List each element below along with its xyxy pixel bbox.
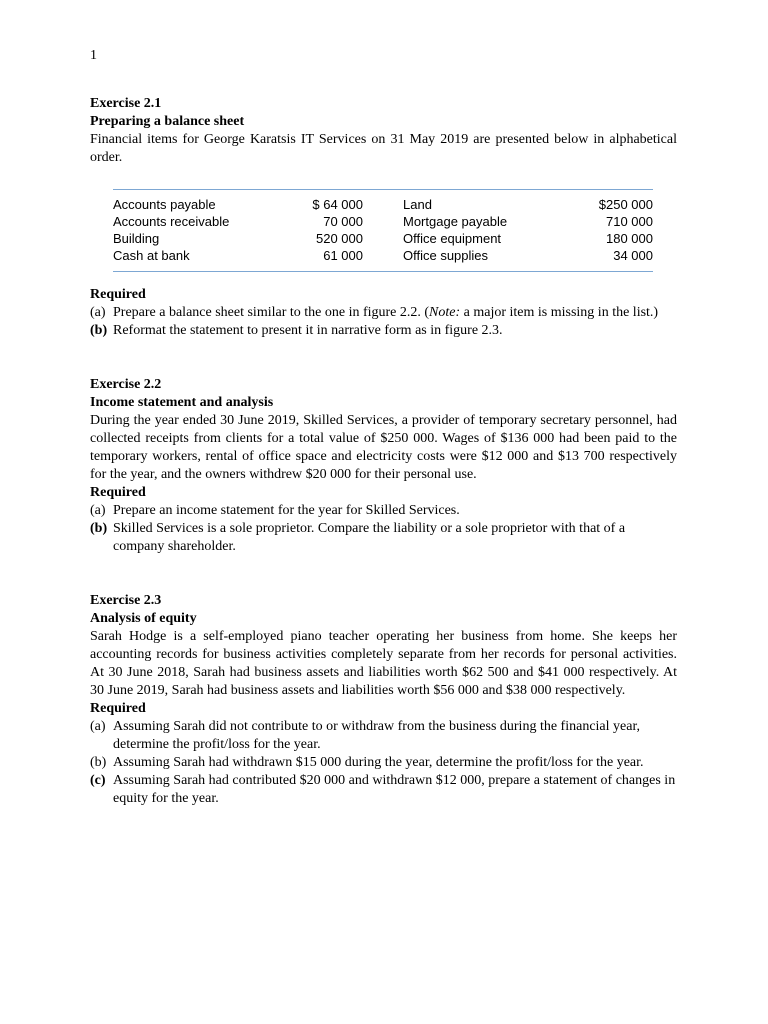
item-name: Office supplies [403, 248, 489, 263]
table-row [113, 247, 653, 272]
exercise-intro: Financial items for George Karatsis IT Services on 31 May 2019 are presented below in alphabetical order. [90, 132, 677, 165]
list-item [90, 502, 677, 520]
exercise-subtitle: Analysis of equity [90, 611, 197, 626]
exercise-intro: Sarah Hodge is a self-employed piano teacher operating her business from home. She keeps her accounting records for business activities completely separate from her records for personal activities. At 30 June 2018, Sarah had business assets and liabilities worth $62 500 and $41 000 respectively. At 30 June 2019, Sarah had business assets and liabilities worth $56 000 and $38 000 respectively. [90, 629, 677, 698]
item-text: Assuming Sarah had contributed $20 000 and withdrawn $12 000, prepare a statement of changes in equity for the year. [113, 773, 676, 806]
item-label: (b) [90, 521, 108, 536]
item-name: Accounts payable [113, 197, 216, 212]
item-label: (a) [90, 305, 106, 320]
item-name: Cash at bank [113, 248, 190, 263]
item-amount: $ 64 000 [312, 197, 363, 212]
table-row [113, 213, 653, 230]
required-list [90, 502, 677, 556]
exercise-2-3 [90, 592, 677, 808]
item-label: (a) [90, 503, 106, 518]
required-heading: Required [90, 287, 146, 302]
required-heading: Required [90, 701, 146, 716]
item-name: Accounts receivable [113, 214, 230, 229]
list-item [90, 520, 677, 556]
item-amount: 180 000 [606, 231, 653, 246]
item-text: Assuming Sarah had withdrawn $15 000 during the year, determine the profit/loss for the year. [113, 755, 644, 770]
list-item [90, 772, 677, 808]
item-text: Assuming Sarah did not contribute to or withdraw from the business during the financial year, determine the profit/loss for the year. [113, 719, 641, 752]
exercise-title: Exercise 2.2 [90, 377, 162, 392]
item-amount: 70 000 [323, 214, 363, 229]
required-list [90, 718, 677, 808]
list-item [90, 322, 677, 340]
item-label: (b) [90, 323, 108, 338]
page-number: 1 [90, 48, 97, 63]
item-text: a major item is missing in the list.) [460, 305, 659, 320]
list-item [90, 304, 677, 322]
item-amount: 710 000 [606, 214, 653, 229]
required-heading: Required [90, 485, 146, 500]
list-item [90, 718, 677, 754]
item-label: (c) [90, 773, 106, 788]
item-text: Prepare a balance sheet similar to the one in figure 2.2. ( [113, 305, 430, 320]
table-row [113, 190, 653, 214]
note-label: Note: [429, 305, 461, 320]
exercise-2-1 [90, 95, 677, 340]
required-list [90, 304, 677, 340]
item-text: Skilled Services is a sole proprietor. Compare the liability or a sole proprietor with that of a company shareholder. [113, 521, 626, 554]
exercise-2-2 [90, 376, 677, 556]
item-label: (b) [90, 755, 107, 770]
item-amount: 61 000 [323, 248, 363, 263]
exercise-title: Exercise 2.3 [90, 593, 162, 608]
exercise-subtitle: Preparing a balance sheet [90, 114, 245, 129]
item-amount: 34 000 [613, 248, 653, 263]
item-text: Prepare an income statement for the year for Skilled Services. [113, 503, 460, 518]
item-name: Office equipment [403, 231, 502, 246]
list-item [90, 754, 677, 772]
exercise-subtitle: Income statement and analysis [90, 395, 274, 410]
exercise-title: Exercise 2.1 [90, 96, 162, 111]
exercise-intro: During the year ended 30 June 2019, Skilled Services, a provider of temporary secretary personnel, had collected receipts from clients for a total value of $250 000. Wages of $136 000 had been paid to the temporary workers, rental of office space and electricity costs were $12 000 and $13 700 respectively for the year, and the owners withdrew $20 000 for their personal use. [90, 413, 677, 482]
item-label: (a) [90, 719, 106, 734]
table-row [113, 230, 653, 247]
financial-items-table [113, 189, 653, 272]
item-text: Reformat the statement to present it in narrative form as in figure 2.3. [113, 323, 503, 338]
item-name: Building [113, 231, 160, 246]
item-amount: $250 000 [598, 197, 653, 212]
item-amount: 520 000 [316, 231, 363, 246]
item-name: Land [403, 197, 432, 212]
document-body [90, 95, 677, 844]
item-name: Mortgage payable [403, 214, 508, 229]
